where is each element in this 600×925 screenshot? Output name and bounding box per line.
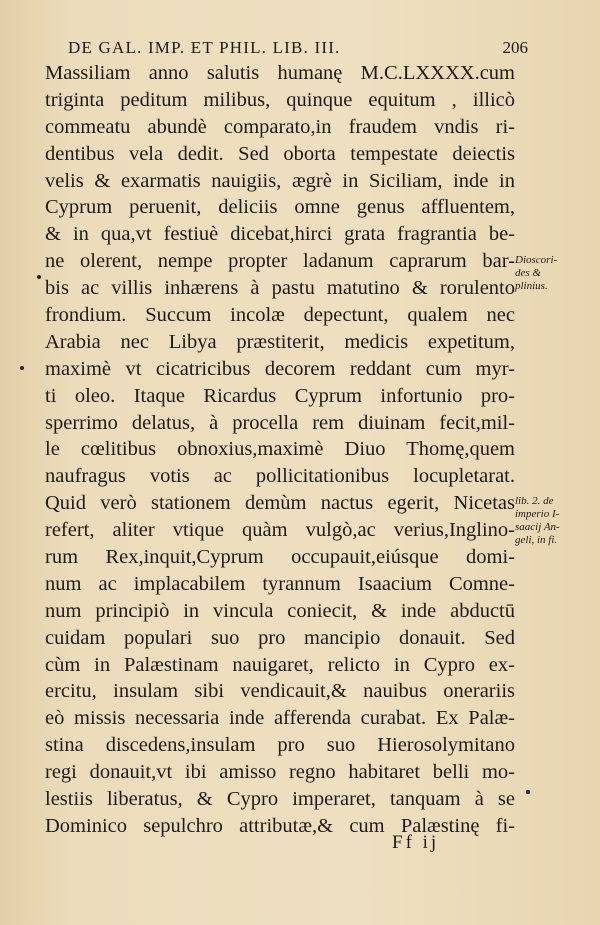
text-line: Dominico sepulchro attributæ,& cum Palæstinę fi- <box>45 814 515 837</box>
signature-mark: Ff ij <box>392 832 440 853</box>
text-line: & in qua,vt festiuè dicebat,hirci grata fragrantia be- <box>45 223 515 246</box>
text-line: Arabia nec Libya præstiterit, medicis expetitum, <box>45 330 515 353</box>
margin-dot <box>37 275 41 279</box>
text-line: dentibus vela dedit. Sed oborta tempestate deiectis <box>45 142 515 165</box>
text-line: velis & exarmatis nauigiis, ægrè in Siciliam, inde in <box>45 169 515 192</box>
text-line: le cœlitibus obnoxius,maximè Diuo Thomę,quem <box>45 438 515 461</box>
text-line: stina discedens,insulam pro suo Hierosolymitano <box>45 734 515 757</box>
text-line: frondium. Succum incolæ depectunt, qualem nec <box>45 304 515 327</box>
running-title: DE GAL. IMP. ET PHIL. LIB. III. <box>68 38 341 57</box>
text-line: cùm in Palæstinam nauigaret, relicto in Cypro ex- <box>45 653 515 676</box>
margin-note-line: des & <box>515 267 541 279</box>
text-line: maximè vt cicatricibus decorem reddant cum myr- <box>45 357 515 380</box>
margin-note-line: plinius. <box>515 280 548 292</box>
margin-note-line: lib. 2. de <box>515 495 554 507</box>
text-line: regi donauit,vt ibi amisso regno habitaret belli mo- <box>45 761 515 784</box>
main-text-block <box>45 60 515 840</box>
page-number: 206 <box>502 38 528 57</box>
text-line: refert, aliter vtique quàm vulgò,ac verius,Inglino- <box>45 519 515 542</box>
text-line: bis ac villis inhærens à pastu matutino & rorulento <box>45 277 515 300</box>
margin-note-line: imperio I- <box>515 508 560 520</box>
text-line: lestiis liberatus, & Cypro imperaret, tanquam à se <box>45 788 515 811</box>
margin-note-nicetas <box>515 495 560 547</box>
text-line: eò missis necessaria inde afferenda curabat. Ex Palæ- <box>45 707 515 730</box>
text-line: naufragus votis ac pollicitationibus locupletarat. <box>45 465 515 488</box>
margin-note-line: saacij An- <box>515 521 560 533</box>
margin-note-line: geli, in fi. <box>515 534 558 546</box>
margin-dot <box>20 366 24 370</box>
running-header <box>68 38 528 58</box>
text-line: ercitu, insulam sibi vendicauit,& nauibus onerariis <box>45 680 515 703</box>
margin-note-line: Dioscori- <box>515 254 558 266</box>
text-line: sperrimo delatus, à procella rem diuinam fecit,mil- <box>45 411 515 434</box>
text-line: commeatu abundè comparato,in fraudem vndis ri- <box>45 115 515 138</box>
text-line: num principiò in vincula coniecit, & inde abductū <box>45 599 515 622</box>
margin-note-dioscorides <box>515 254 557 293</box>
text-line: num ac implacabilem tyrannum Isaacium Comne- <box>45 572 515 595</box>
text-line: ti oleo. Itaque Ricardus Cyprum infortunio pro- <box>45 384 515 407</box>
text-line: Cyprum peruenit, deliciis omne genus affluentem, <box>45 196 515 219</box>
text-line: Massiliam anno salutis humanę M.C.LXXXX.cum <box>45 62 515 84</box>
text-line: ne olerent, nempe propter ladanum caprarum bar- <box>45 250 515 273</box>
text-line: cuidam populari suo pro mancipio donauit. Sed <box>45 626 515 649</box>
text-line: rum Rex,inquit,Cyprum occupauit,eiúsque domi- <box>45 546 515 569</box>
text-line: triginta peditum milibus, quinque equitum , illicò <box>45 88 515 111</box>
text-line: Quid verò stationem demùm nactus egerit, Nicetas <box>45 492 515 515</box>
margin-dot <box>526 790 530 794</box>
